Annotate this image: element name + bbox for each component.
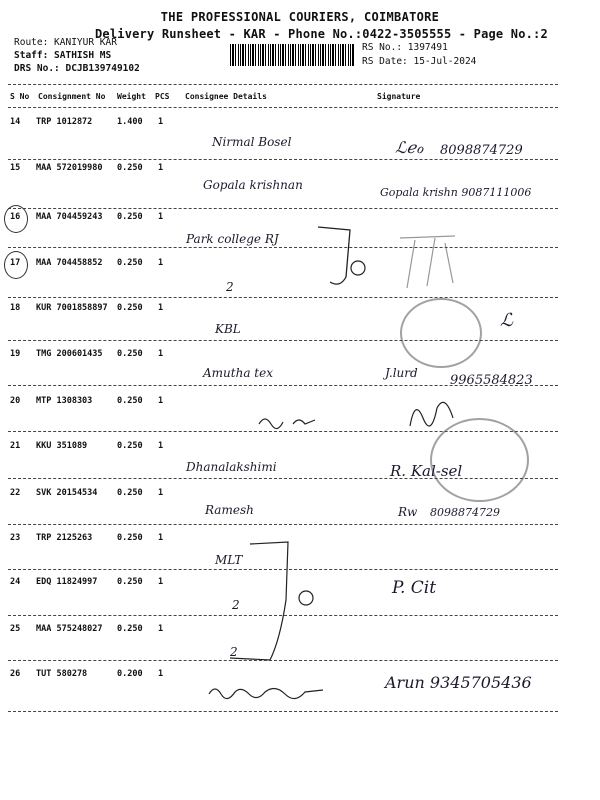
divider — [8, 107, 558, 108]
row-sno: 22 — [10, 488, 21, 498]
row-pcs: 1 — [158, 441, 164, 451]
row-divider — [8, 297, 558, 298]
row-pcs: 1 — [158, 624, 164, 634]
row-sno: 16 — [10, 212, 21, 222]
row-pcs: 1 — [158, 396, 164, 406]
row-consignment: MAA 704458852 — [36, 258, 103, 268]
row-divider — [8, 711, 558, 712]
staff-label: Staff: SATHISH MS — [14, 50, 112, 61]
rs-date: RS Date: 15-Jul-2024 — [362, 56, 477, 67]
signature-handwritten: ℒℯℴ — [395, 138, 424, 157]
signature-handwritten: J.lurd — [385, 366, 418, 380]
row-consignment: EDQ 11824997 — [36, 577, 98, 587]
signature-phone: 8098874729 — [430, 506, 500, 519]
signature-handwritten: Gopala krishn 9087111006 — [380, 186, 532, 199]
consignee-handwritten: Nirmal Bosel — [212, 135, 292, 149]
row-consignment: MTP 1308303 — [36, 396, 93, 406]
consignee-handwritten: KBL — [215, 322, 241, 336]
row-divider — [8, 478, 558, 479]
row-consignment: KUR 7001858897 — [36, 303, 108, 313]
signature-handwritten: Rw — [398, 505, 418, 519]
row-divider — [8, 660, 558, 661]
company-title: THE PROFESSIONAL COURIERS, COIMBATORE — [160, 10, 440, 24]
row-weight: 0.250 — [117, 163, 143, 173]
signature-handwritten: R. Kal-sel — [390, 462, 463, 480]
row-pcs: 1 — [158, 577, 164, 587]
row-divider — [8, 159, 558, 160]
runsheet-subtitle: Delivery Runsheet - KAR - Phone No.:0422-3505555 - Page No.:2 — [95, 27, 548, 41]
row-divider — [8, 569, 558, 570]
row-weight: 1.400 — [117, 117, 143, 127]
row-pcs: 1 — [158, 533, 164, 543]
row-pcs: 1 — [158, 669, 164, 679]
signature-phone: 9965584823 — [450, 373, 533, 388]
row-sno: 19 — [10, 349, 21, 359]
row-pcs: 1 — [158, 349, 164, 359]
consignee-handwritten: Ramesh — [205, 503, 254, 517]
col-consignee: Consignee Details — [185, 92, 267, 101]
bracket-scribble — [210, 540, 315, 665]
barcode — [230, 44, 355, 66]
row-weight: 0.250 — [117, 303, 143, 313]
row-pcs: 1 — [158, 303, 164, 313]
row-consignment: KKU 351089 — [36, 441, 88, 451]
signature-handwritten: ℒ — [500, 310, 513, 331]
row-sno: 14 — [10, 117, 21, 127]
row-weight: 0.250 — [117, 624, 143, 634]
row-divider — [8, 208, 558, 209]
row-consignment: SVK 20154534 — [36, 488, 98, 498]
drs-number: DRS No.: DCJB139749102 — [14, 63, 140, 74]
col-signature: Signature — [377, 92, 421, 101]
col-consignment: Consignment No — [38, 92, 106, 101]
signature-handwritten: Arun 9345705436 — [385, 673, 532, 692]
consignee-handwritten: 2 — [232, 598, 240, 612]
row-weight: 0.250 — [117, 577, 143, 587]
row-consignment: TUT 580278 — [36, 669, 88, 679]
consignee-handwritten: MLT — [215, 553, 243, 567]
row-divider — [8, 385, 558, 386]
consignee-handwritten: Dhanalakshimi — [186, 460, 277, 474]
row-pcs: 1 — [158, 258, 164, 268]
consignee-handwritten: 2 — [226, 280, 234, 294]
row-weight: 0.250 — [117, 212, 143, 222]
row-sno: 24 — [10, 577, 21, 587]
row-divider — [8, 340, 558, 341]
row-weight: 0.250 — [117, 533, 143, 543]
col-pcs: PCS — [155, 92, 170, 101]
consignee-scribble — [255, 410, 325, 432]
row-consignment: TRP 2125263 — [36, 533, 93, 543]
row-weight: 0.250 — [117, 396, 143, 406]
signature-scribble — [395, 228, 465, 293]
row-weight: 0.250 — [117, 349, 143, 359]
consignee-handwritten: Amutha tex — [203, 366, 273, 380]
col-weight: Weight — [117, 92, 146, 101]
row-pcs: 1 — [158, 212, 164, 222]
row-pcs: 1 — [158, 163, 164, 173]
consignee-scribble — [205, 680, 330, 702]
row-divider — [8, 615, 558, 616]
rs-number: RS No.: 1397491 — [362, 42, 448, 53]
row-consignment: MAA 575248027 — [36, 624, 103, 634]
consignee-handwritten: Gopala krishnan — [203, 178, 303, 192]
row-sno: 15 — [10, 163, 21, 173]
row-sno: 17 — [10, 258, 21, 268]
bracket-scribble — [310, 222, 370, 292]
row-sno: 21 — [10, 441, 21, 451]
row-sno: 20 — [10, 396, 21, 406]
row-sno: 25 — [10, 624, 21, 634]
stamp-seal — [430, 418, 529, 502]
row-consignment: MAA 704459243 — [36, 212, 103, 222]
row-pcs: 1 — [158, 488, 164, 498]
signature-handwritten: P. Cit — [392, 578, 437, 598]
row-weight: 0.250 — [117, 488, 143, 498]
row-weight: 0.250 — [117, 258, 143, 268]
row-consignment: TMG 200601435 — [36, 349, 103, 359]
row-divider — [8, 247, 558, 248]
consignee-handwritten: Park college RJ — [186, 232, 279, 246]
row-divider — [8, 524, 558, 525]
row-sno: 26 — [10, 669, 21, 679]
route-label: Route: KANIYUR KAR — [14, 37, 117, 48]
signature-phone: 8098874729 — [440, 143, 523, 158]
row-sno: 23 — [10, 533, 21, 543]
consignee-handwritten: 2 — [230, 645, 238, 659]
row-sno: 18 — [10, 303, 21, 313]
row-pcs: 1 — [158, 117, 164, 127]
row-consignment: TRP 1012872 — [36, 117, 93, 127]
stamp-seal — [400, 298, 482, 368]
row-weight: 0.250 — [117, 441, 143, 451]
col-sno: S No — [10, 92, 30, 101]
row-weight: 0.200 — [117, 669, 143, 679]
divider — [8, 84, 558, 85]
row-consignment: MAA 572019980 — [36, 163, 103, 173]
